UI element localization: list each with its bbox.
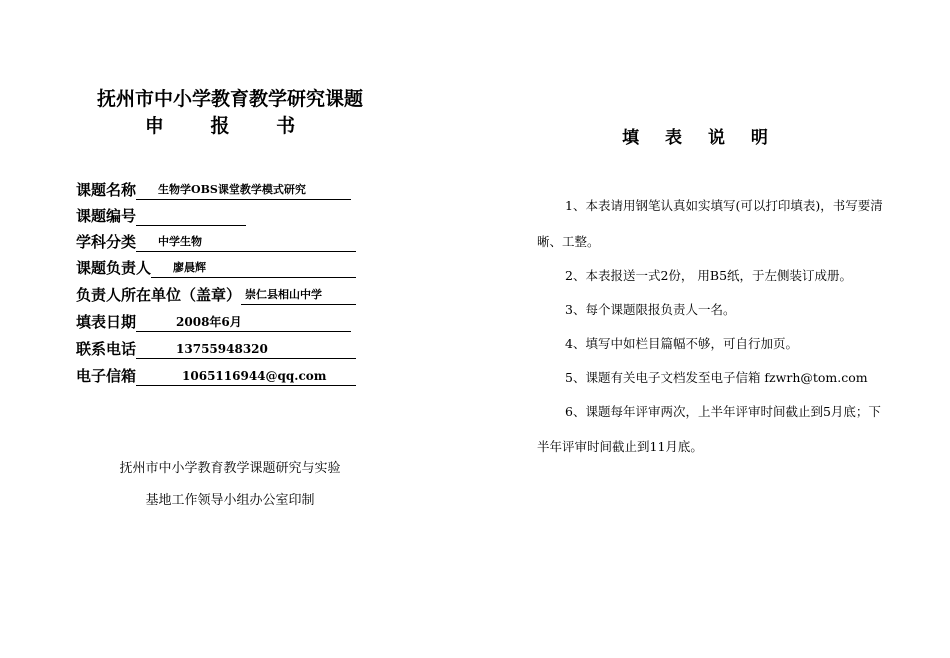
field-value: 廖晨辉 [151,260,356,278]
footer-line: 基地工作领导小组办公室印制 [145,493,315,508]
instruction-line: 1、本表请用钢笔认真如实填写(可以打印填表)，书写要清 [565,198,883,213]
instructions-title: 填 表 说 明 [622,128,778,148]
field-label: 填表日期 [76,313,137,331]
cover-title: 抚州市中小学教育教学研究课题 [96,88,363,110]
field-label: 课题编号 [76,207,137,225]
field-value: 崇仁县相山中学 [241,287,356,305]
field-value: 生物学OBS课堂教学模式研究 [136,182,351,200]
field-label: 课题名称 [76,181,137,199]
field-label: 联系电话 [76,340,137,358]
field-unit [76,283,356,305]
field-date [76,310,351,332]
field-value: 2008年6月 [136,314,351,332]
field-subject [76,230,356,252]
field-label: 课题负责人 [76,259,152,277]
field-topic-number [76,204,246,226]
footer-line: 抚州市中小学教育教学课题研究与实验 [119,461,341,476]
field-leader [76,256,356,278]
instruction-line: 晰、工整。 [537,234,600,249]
field-value [136,208,246,226]
field-email [76,364,356,386]
instruction-line: 2、本表报送一式2份， 用B5纸，于左侧装订成册。 [565,268,853,283]
instruction-line: 3、每个课题限报负责人一名。 [565,302,736,317]
instruction-line: 半年评审时间截止到11月底。 [537,439,703,454]
field-phone [76,337,356,359]
field-topic-name [76,178,351,200]
field-value: 中学生物 [136,234,356,252]
field-value: 13755948320 [136,341,356,359]
field-label: 电子信箱 [76,367,137,385]
instruction-line: 5、课题有关电子文档发至电子信箱 fzwrh@tom.com [565,370,868,385]
field-value: 1065116944@qq.com [136,368,356,386]
cover-subtitle: 申 报 书 [144,115,316,137]
field-label: 负责人所在单位（盖章） [76,286,242,304]
field-label: 学科分类 [76,233,137,251]
instruction-line: 4、填写中如栏目篇幅不够，可自行加页。 [565,336,798,351]
instruction-line: 6、课题每年评审两次，上半年评审时间截止到5月底；下 [565,404,881,419]
